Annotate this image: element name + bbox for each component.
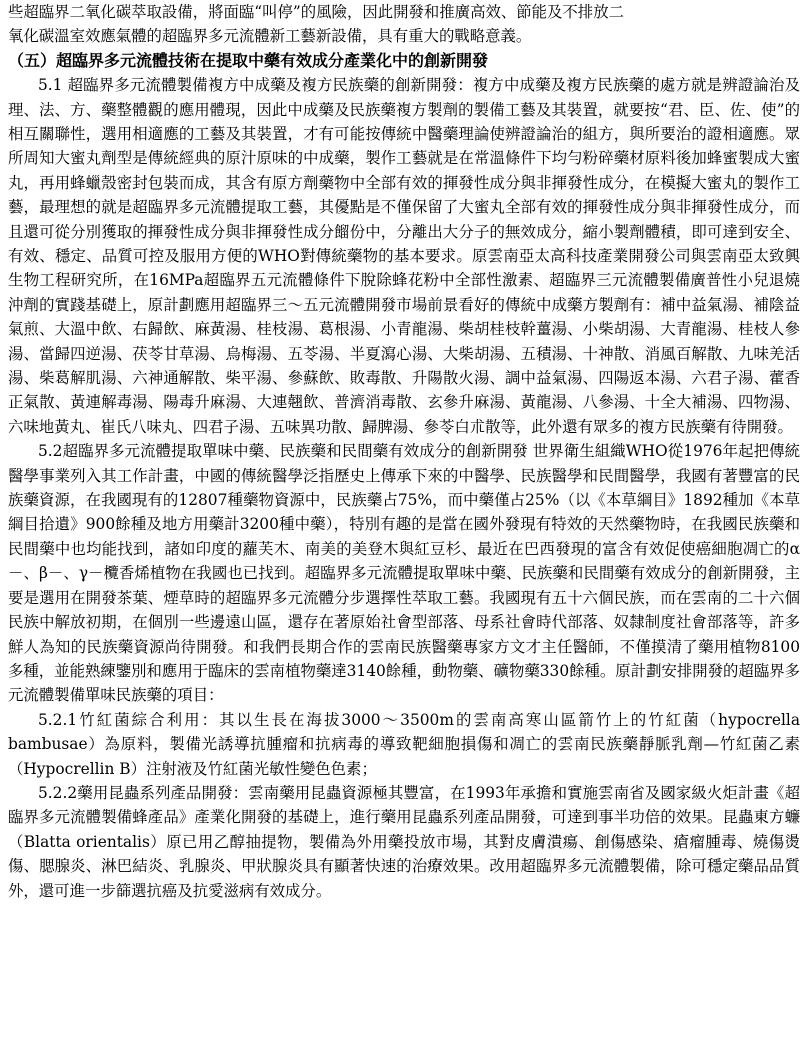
paragraph-5-2-1: 5.2.1竹紅菌綜合利用：其以生長在海拔3000～3500m的雲南高寒山區箭竹上的竹紅菌（hypocrella bambusae）為原料，製備光誘導抗腫瘤和抗病毒的導致靶細胞損傷和凋亡的雲南民族藥靜脈乳劑—竹紅菌乙素（Hypocrellin B）注射液及竹紅菌光敏性變色色素； (8, 710, 800, 778)
intro-line-2: 氧化碳溫室效應氣體的超臨界多元流體新工藝新設備，具有重大的戰略意義。 (8, 27, 532, 46)
section-heading: （五）超臨界多元流體技術在提取中藥有效成分產業化中的創新開發 (8, 50, 489, 70)
paragraph-5-2: 5.2超臨界多元流體提取單味中藥、民族藥和民間藥有效成分的創新開發 世界衛生組織WHO從1976年起把傳統醫學事業列入其工作計畫，中國的傳統醫學泛指歷史上傳承下來的中醫學、民族醫學和民間醫學，我國有著豐富的民族藥資源，在我國現有的12807種藥物資源中，民族藥占75%，而中藥僅占25%（以《本草綱目》1892種加《本草綱目拾遺》900餘種及地方用藥計3200種中藥），特別有趣的是當在國外發現有特效的天然藥物時，在我國民族藥和民間藥中也均能找到，諸如印度的蘿芙木、南美的美登木與紅豆杉、最近在巴西發現的富含有效促使癌細胞凋亡的α－、β－、γ－欖香烯植物在我國也已找到。超臨界多元流體提取單味中藥、民族藥和民間藥有效成分的創新開發，主要是選用在開發茶葉、煙草時的超臨界多元流體分步選擇性萃取工藝。我國現有五十六個民族，而在雲南的二十六個民族中解放初期，在個別一些邊遠山區，還存在著原始社會型部落、母系社會時代部落、奴隸制度社會部落等，許多鮮人為知的民族藥資源尚待開發。和我們長期合作的雲南民族醫藥專家方文才主任醫師，不僅摸清了藥用植物8100多種，並能熟練鑒別和應用于臨床的雲南植物藥達3140餘種，動物藥、礦物藥330餘種。原計劃安排開發的超臨界多元流體製備單味民族藥的項目： (8, 442, 800, 705)
intro-line-1: 些超臨界二氧化碳萃取設備，將面臨“叫停”的風險，因此開發和推廣高效、節能及不排放二 (8, 3, 624, 21)
paragraph-5-2-2: 5.2.2藥用昆蟲系列產品開發：雲南藥用昆蟲資源極其豐富，在1993年承擔和實施雲南省及國家級火炬計畫《超臨界多元流體製備蜂產品》產業化開發的基礎上，進行藥用昆蟲系列產品開發，可達到事半功倍的效果。昆蟲東方蠊（Blatta orientalis）原已用乙醇抽提物，製備為外用藥投放市場，其對皮膚潰瘍、創傷感染、瘡瘤腫毒、燒傷燙傷、腮腺炎、淋巴結炎、乳腺炎、甲狀腺炎具有顯著快速的治療效果。改用超臨界多元流體製備，除可穩定藥品品質外，還可進一步篩選抗癌及抗愛滋病有效成分。 (8, 783, 800, 900)
paragraph-5-1: 5.1 超臨界多元流體製備複方中成藥及複方民族藥的創新開發：複方中成藥及複方民族藥的處方就是辨證論治及理、法、方、藥整體觀的應用體現，因此中成藥及民族藥複方製劑的製備工藝及其裝置，就要按“君、臣、佐、使”的相互關聯性，選用相適應的工藝及其裝置，才有可能按傳統中醫藥理論使辨證論治的組方，與所要治的證相適應。眾所周知大蜜丸劑型是傳統經典的原汁原味的中成藥，製作工藝就是在常溫條件下均勻粉碎藥材原料後加蜂蜜製成大蜜丸，再用蜂蠟殼密封包裝而成，其含有原方劑藥物中全部有效的揮發性成分與非揮發性成分，在模擬大蜜丸的製作工藝，最理想的就是超臨界多元流體提取工藝，其優點是不僅保留了大蜜丸全部有效的揮發性成分與非揮發性成分，而且還可從分別獲取的揮發性成分與非揮發性成分餾份中，分離出大分子的無效成分，縮小製劑體積，即可達到安全、有效、穩定、品質可控及服用方便的WHO對傳統藥物的基本要求。原雲南亞太高科技產業開發公司與雲南亞太致興生物工程研究所，在16MPa超臨界五元流體條件下脫除蜂花粉中全部性激素、超臨界三元流體製備廣普性小兒退燒沖劑的實踐基礎上，原計劃應用超臨界三～五元流體開發市場前景看好的傳統中成藥方製劑有：補中益氣湯、補陰益氣煎、大溫中飲、右歸飲、麻黃湯、桂枝湯、葛根湯、小青龍湯、柴胡桂枝幹薑湯、小柴胡湯、大青龍湯、桂枝人參湯、當歸四逆湯、茯苓甘草湯、烏梅湯、五苓湯、半夏瀉心湯、大柴胡湯、五積湯、十神散、消風百解散、九味羌活湯、柴葛解肌湯、六神通解散、柴平湯、參蘇飲、敗毒散、升陽散火湯、調中益氣湯、四陽返本湯、六君子湯、藿香正氣散、黃連解毒湯、陽毒升麻湯、大連翹飲、普濟消毒散、玄參升麻湯、黃龍湯、八參湯、十全大補湯、四物湯、六味地黃丸、崔氏八味丸、四君子湯、五味異功散、歸脾湯、參苓白朮散等，此外還有眾多的複方民族藥有待開發。 (8, 76, 800, 436)
